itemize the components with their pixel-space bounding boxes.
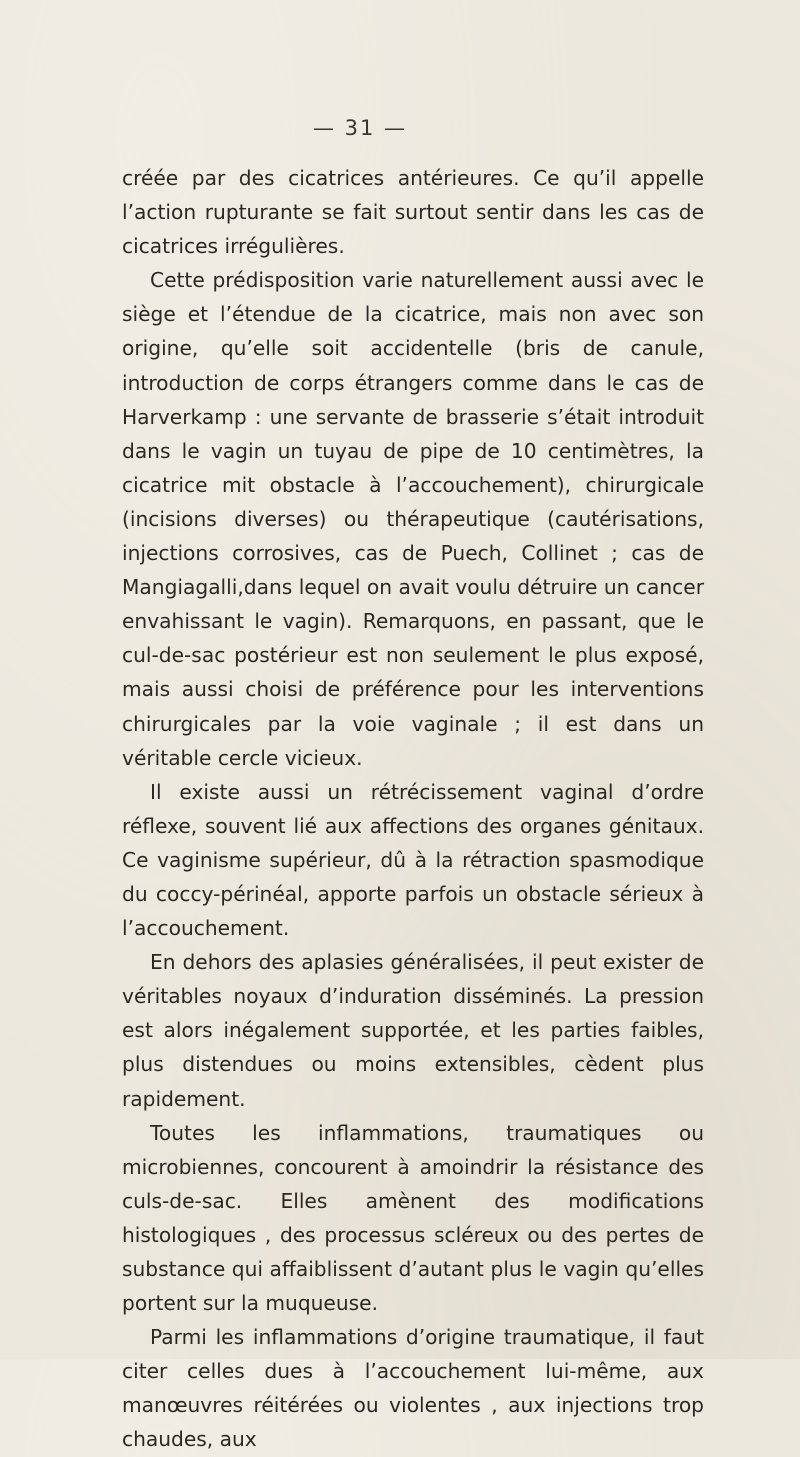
paragraph: Cette prédisposition varie naturellement aussi avec le siège et l’étendue de la cicatrice, mais non avec son origine, qu’elle soit accidentelle (bris de canule, introduction de corps étrangers comme dans le cas de Harverkamp : une servante de brasserie s’était introduit dans le vagin un tuyau de pipe de 10 centimètres, la cicatrice mit obstacle à l’accouchement), chirurgicale (incisions diverses) ou thérapeutique (cautérisations, injections corrosives, cas de Puech, Collinet ; cas de Mangiagalli,dans lequel on avait voulu détruire un cancer envahissant le vagin). Remarquons, en passant, que le cul-de-sac postérieur est non seulement le plus exposé, mais aussi choisi de préférence pour les interventions chirurgicales par la voie vaginale ; il est dans un véritable cercle vicieux. xyxy=(122,268,704,770)
paragraph: Il existe aussi un rétrécissement vaginal d’ordre réflexe, souvent lié aux affections des organes génitaux. Ce vaginisme supérieur, dû à la rétraction spasmodique du coccy-périnéal, apporte parfois un obstacle sérieux à l’accouchement. xyxy=(122,779,704,941)
paragraph: Parmi les inflammations d’origine traumatique, il faut citer celles dues à l’accouchement lui-même, aux manœuvres réitérées ou violentes , aux injections trop chaudes, aux xyxy=(122,1325,704,1452)
paragraph: Toutes les inflammations, traumatiques ou microbiennes, concourent à amoindrir la résistance des culs-de-sac. Elles amènent des modifications histologiques , des processus scléreux ou des pertes de substance qui affaiblissent d’autant plus le vagin qu’elles portent sur la muqueuse. xyxy=(122,1120,704,1316)
paragraph: En dehors des aplasies généralisées, il peut exister de véritables noyaux d’induration disséminés. La pression est alors inégalement supportée, et les parties faibles, plus distendues ou moins extensibles, cèdent plus rapidement. xyxy=(122,950,704,1111)
paragraph: créée par des cicatrices antérieures. Ce qu’il appelle l’action rupturante se fait surtout sentir dans les cas de cicatrices irrégulières. xyxy=(122,166,704,259)
body-text xyxy=(122,161,704,1457)
page-number: — 31 — xyxy=(312,116,408,140)
